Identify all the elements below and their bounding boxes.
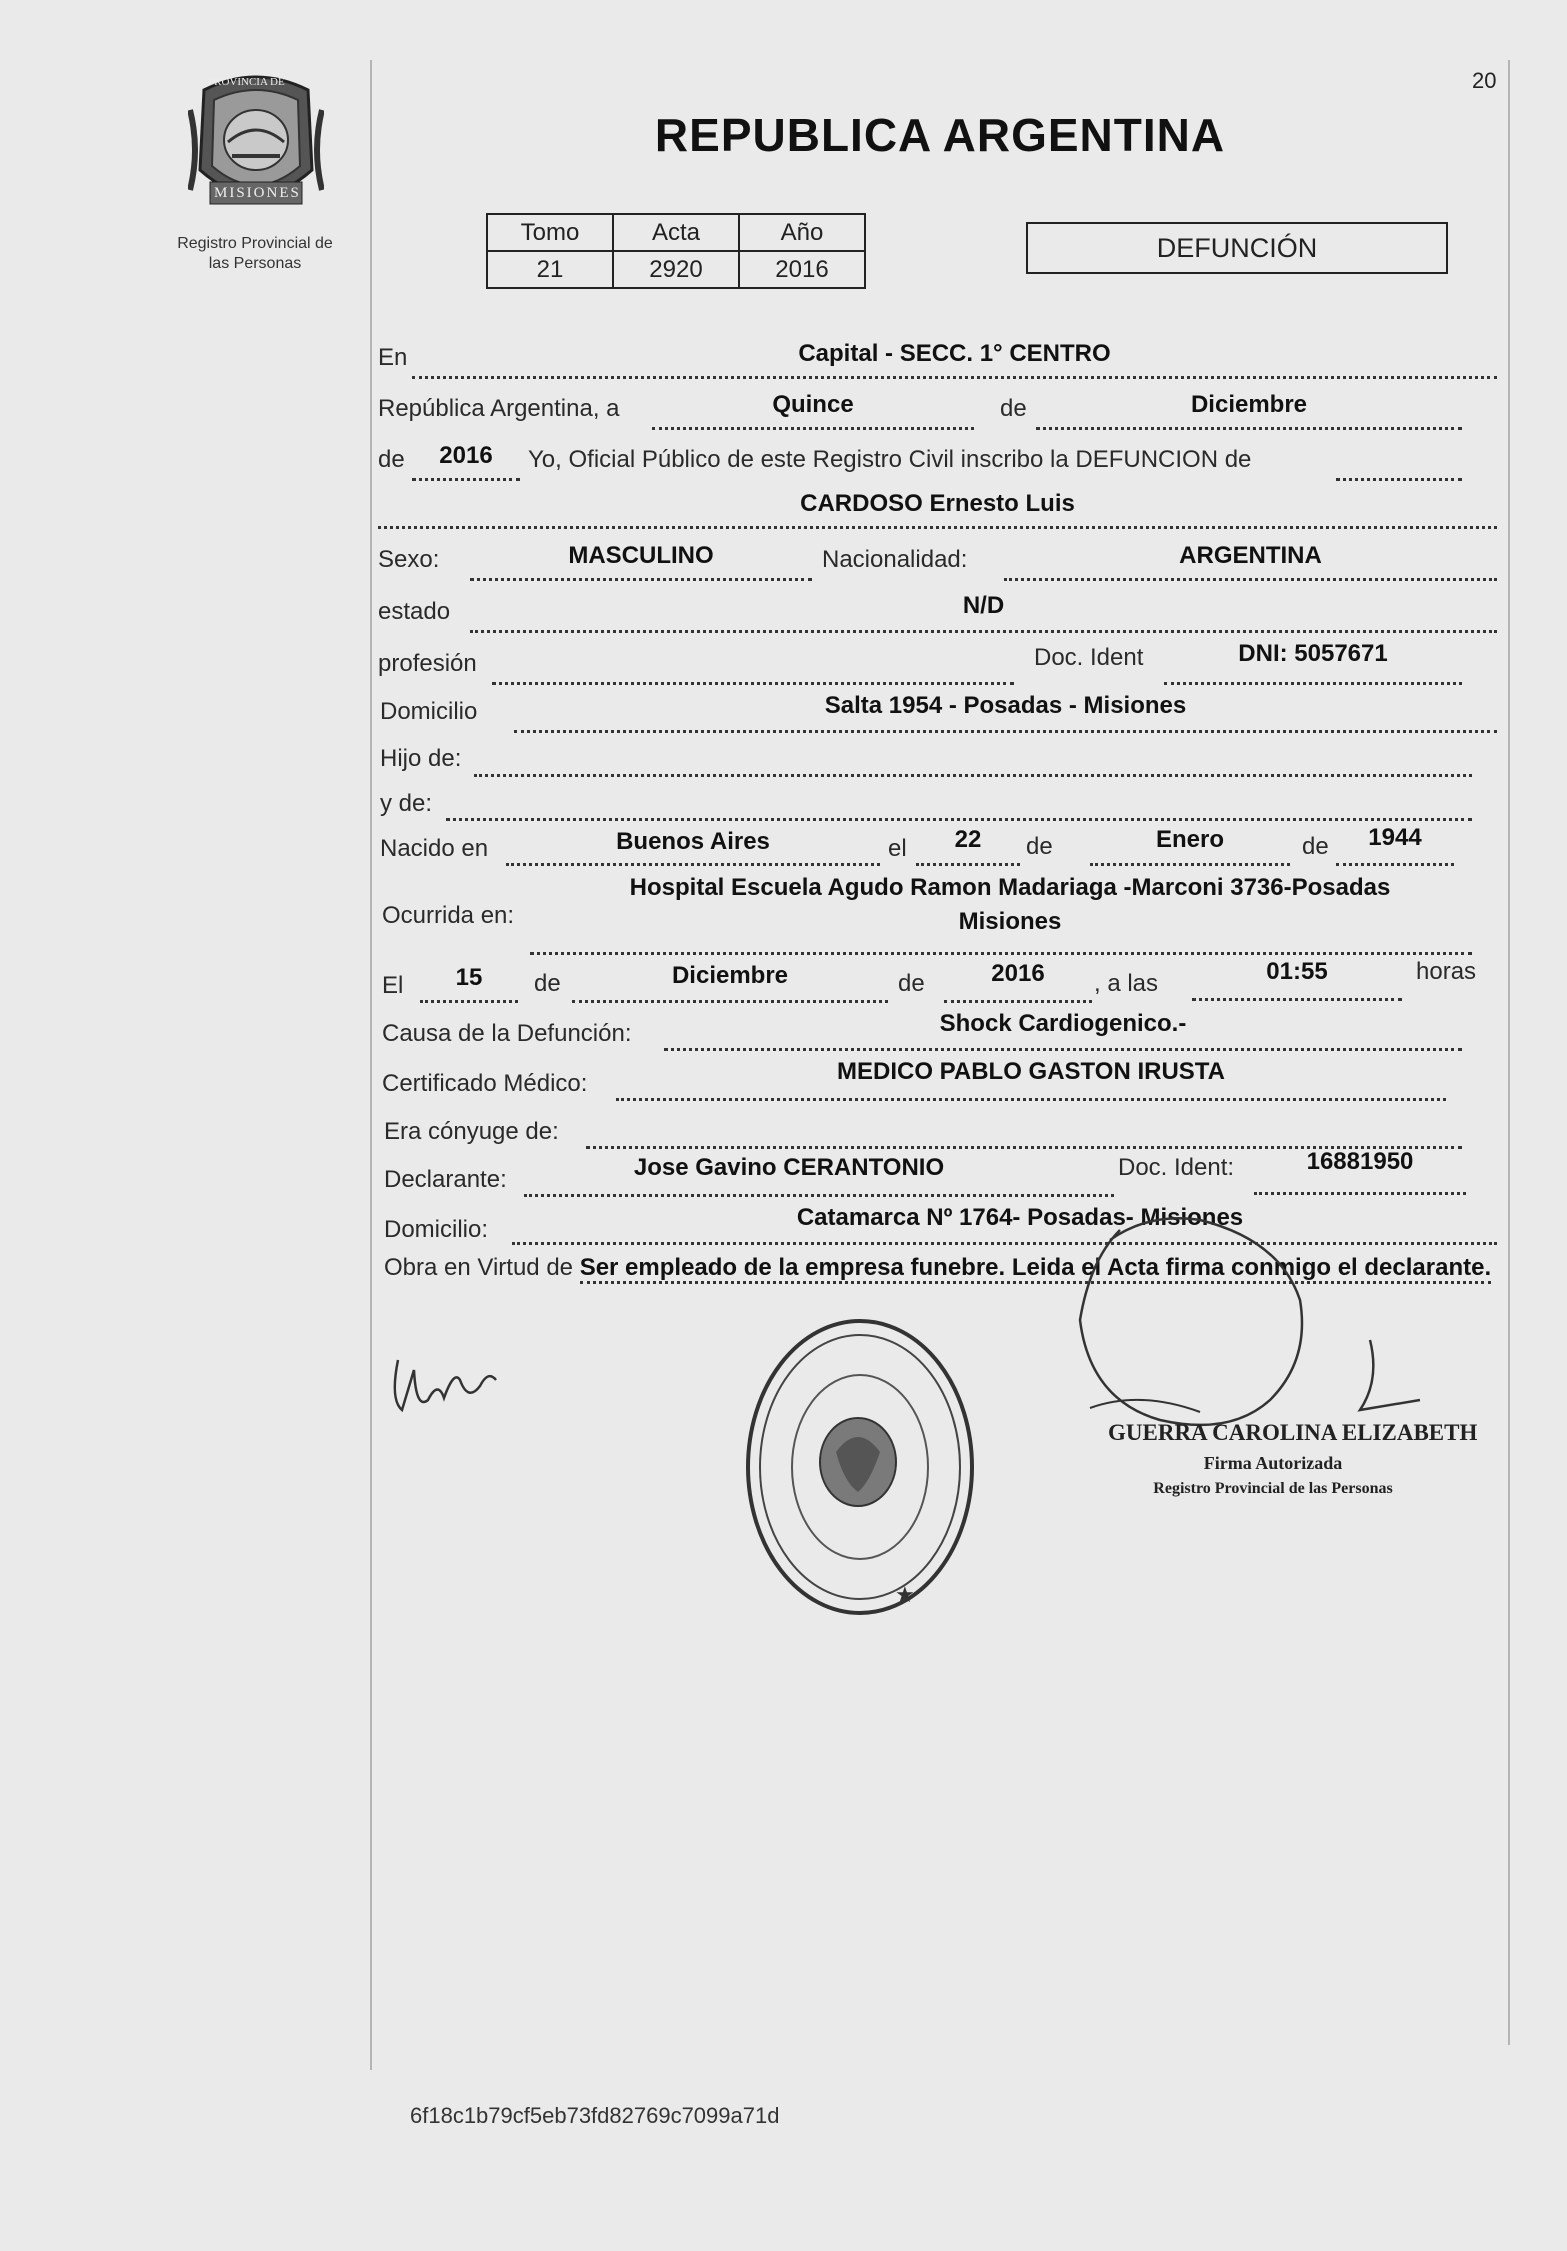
value-mes-texto: Diciembre — [1190, 391, 1308, 418]
value-ocurrida-linea1: Hospital Escuela Agudo Ramon Madariaga -Marconi 3736-Posadas — [629, 874, 1391, 901]
label-hijo-de: Hijo de: — [380, 745, 462, 772]
value-fecha-dia: 15 — [455, 964, 483, 991]
logo-caption — [150, 234, 360, 274]
logo-text-bottom: MISIONES — [214, 185, 301, 201]
registry-header-acta: Acta — [613, 214, 739, 251]
value-fecha-anio: 2016 — [991, 960, 1045, 987]
label-certificado: Certificado Médico: — [382, 1070, 588, 1097]
signature-name: GUERRA CAROLINA ELIZABETH — [1108, 1420, 1478, 1445]
label-el: El — [382, 972, 404, 999]
act-type-box: DEFUNCIÓN — [1026, 222, 1448, 274]
value-domicilio-declarante: Catamarca Nº 1764- Posadas- Misiones — [796, 1204, 1244, 1231]
label-de-2: de — [378, 446, 405, 473]
registry-header-tomo: Tomo — [487, 214, 613, 251]
value-declarante-doc: 16881950 — [1306, 1148, 1414, 1175]
registry-value-acta: 2920 — [613, 251, 739, 288]
label-yo-oficial: Yo, Oficial Público de este Registro Civil inscribo la DEFUNCION de — [528, 446, 1252, 473]
registry-table — [486, 213, 866, 289]
label-estado: estado — [378, 598, 451, 625]
field-hijo-de — [474, 744, 1472, 777]
value-fecha-mes: Diciembre — [671, 962, 789, 989]
svg-text:★: ★ — [895, 1582, 915, 1607]
value-estado: N/D — [962, 592, 1005, 619]
registry-header-anio: Año — [739, 214, 865, 251]
document-hash: 6f18c1b79cf5eb73fd82769c7099a71d — [410, 2103, 780, 2128]
value-dia-texto: Quince — [772, 391, 854, 418]
label-nacido-en: Nacido en — [380, 835, 489, 862]
value-fallecido: CARDOSO Ernesto Luis — [800, 490, 1075, 517]
value-nacido-mes: Enero — [1155, 826, 1224, 853]
page-number: 20 — [1472, 68, 1497, 93]
field-profesion — [492, 652, 1014, 685]
registry-value-row — [487, 251, 865, 288]
right-margin-line — [1508, 60, 1510, 2045]
label-nacido-de-1: de — [1026, 833, 1053, 860]
value-ocurrida-linea2: Misiones — [958, 908, 1062, 935]
value-nacionalidad: ARGENTINA — [1179, 542, 1322, 569]
value-sexo: MASCULINO — [568, 542, 714, 569]
label-declarante: Declarante: — [384, 1166, 507, 1193]
field-conyuge — [586, 1116, 1462, 1149]
registry-value-anio: 2016 — [739, 251, 865, 288]
logo-caption-line1: Registro Provincial de — [177, 235, 333, 252]
page-title: REPUBLICA ARGENTINA — [654, 109, 1226, 161]
label-doc-ident: Doc. Ident — [1034, 644, 1144, 671]
value-doc-ident: DNI: 5057671 — [1238, 640, 1388, 667]
label-declarante-doc: Doc. Ident: — [1118, 1154, 1235, 1181]
label-nacionalidad: Nacionalidad: — [822, 546, 968, 573]
label-profesion: profesión — [378, 650, 477, 677]
label-fecha-de-2: de — [898, 970, 925, 997]
field-defuncion-de — [1336, 448, 1462, 481]
label-republica: República Argentina, a — [378, 395, 620, 422]
label-nacido-el: el — [888, 835, 907, 862]
official-stamp — [740, 1312, 980, 1622]
label-de-1: de — [1000, 395, 1027, 422]
label-obra: Obra en Virtud de — [384, 1254, 574, 1281]
label-y-de: y de: — [380, 790, 433, 817]
value-anio: 2016 — [439, 442, 493, 469]
left-margin-line — [370, 60, 372, 2070]
label-domicilio-declarante: Domicilio: — [384, 1216, 489, 1243]
value-nacido-anio: 1944 — [1368, 824, 1422, 851]
value-hora: 01:55 — [1266, 958, 1328, 985]
authorized-signature-loop — [1070, 1200, 1430, 1440]
label-conyuge: Era cónyuge de: — [384, 1118, 559, 1145]
value-obra: Ser empleado de la empresa funebre. Leida el Acta firma conmigo el declarante. — [580, 1254, 1491, 1284]
value-nacido-en: Buenos Aires — [616, 828, 770, 855]
value-certificado: MEDICO PABLO GASTON IRUSTA — [836, 1058, 1225, 1085]
label-sexo: Sexo: — [378, 546, 440, 573]
logo-caption-line2: las Personas — [208, 255, 302, 272]
label-horas: horas — [1416, 958, 1477, 985]
value-declarante: Jose Gavino CERANTONIO — [633, 1154, 945, 1181]
signature-role: Firma Autorizada — [1203, 1453, 1343, 1473]
declarante-signature — [388, 1340, 518, 1420]
registry-value-tomo: 21 — [487, 251, 613, 288]
label-fecha-de-1: de — [534, 970, 561, 997]
label-a-las: , a las — [1094, 970, 1159, 997]
value-nacido-dia: 22 — [954, 826, 982, 853]
value-causa: Shock Cardiogenico.- — [939, 1010, 1187, 1037]
label-domicilio: Domicilio — [380, 698, 478, 725]
field-y-de — [446, 788, 1472, 821]
label-nacido-de-2: de — [1302, 833, 1329, 860]
value-lugar: Capital - SECC. 1° CENTRO — [798, 340, 1111, 367]
logo-text-top: PROVINCIA DE — [208, 76, 285, 88]
label-en: En — [378, 344, 408, 371]
label-ocurrida-en: Ocurrida en: — [382, 902, 515, 929]
value-domicilio: Salta 1954 - Posadas - Misiones — [824, 692, 1187, 719]
signature-org: Registro Provincial de las Personas — [1153, 1480, 1393, 1497]
registry-header-row — [487, 214, 865, 251]
label-causa: Causa de la Defunción: — [382, 1020, 632, 1047]
